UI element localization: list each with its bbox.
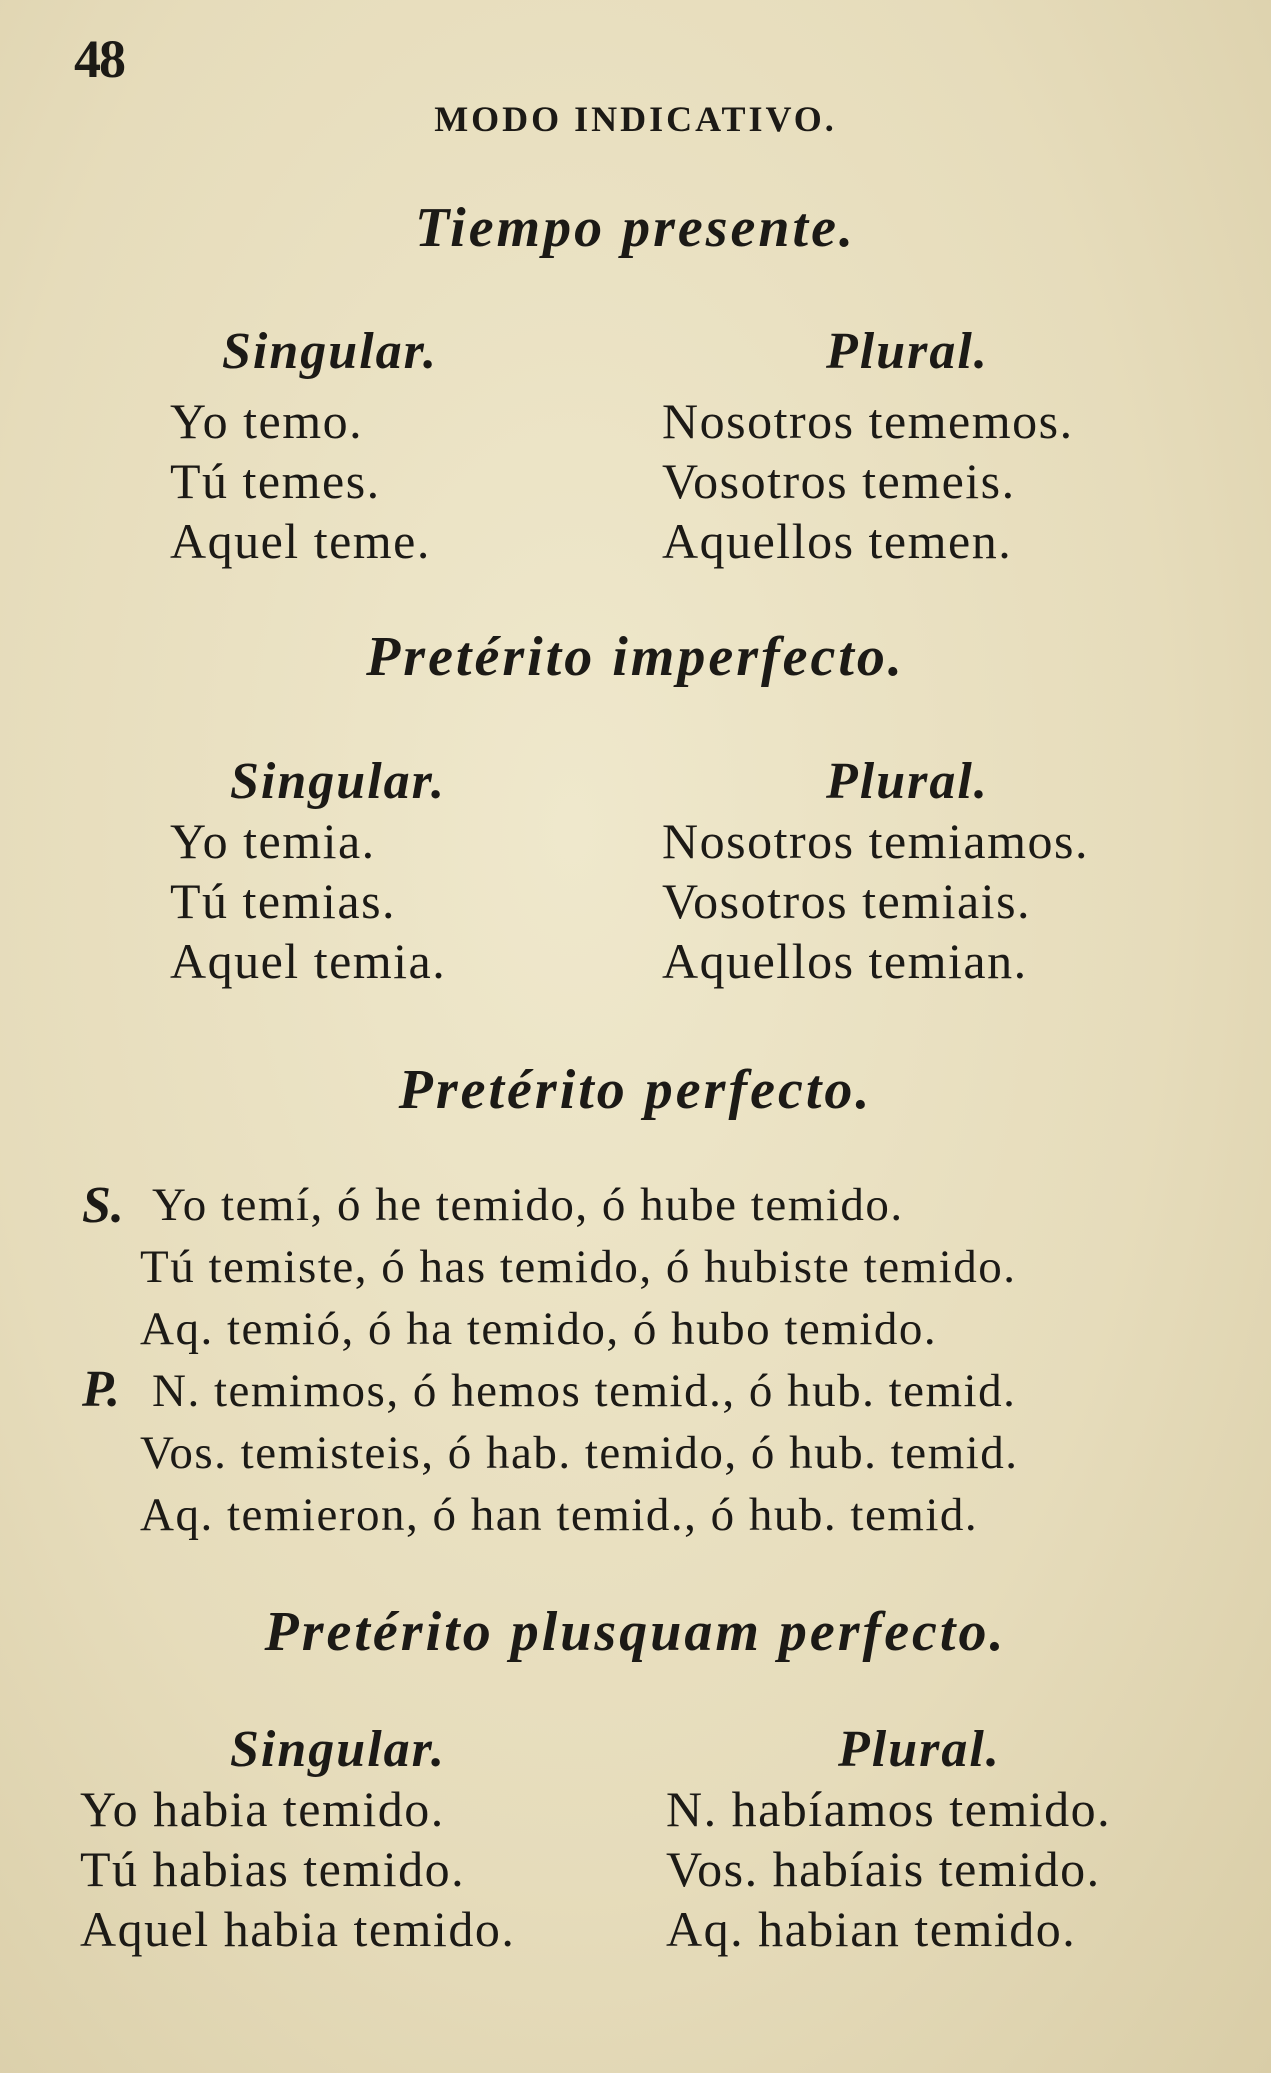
singular-marker: S. xyxy=(82,1177,124,1234)
singular-line: Tú temias. xyxy=(170,873,397,929)
singular-line: Tú temes. xyxy=(170,453,381,509)
singular-label-imperfecto: Singular. xyxy=(230,753,447,810)
perfecto-line: Aq. temieron, ó han temid., ó hub. temid. xyxy=(140,1489,979,1541)
plural-line: Nosotros temiamos. xyxy=(662,813,1089,869)
singular-line: Yo habia temido. xyxy=(80,1781,445,1837)
singular-line: Yo temia. xyxy=(170,813,376,869)
section-title-plusquam: Pretérito plusquam perfecto. xyxy=(264,1601,1007,1663)
section-title-imperfecto: Pretérito imperfecto. xyxy=(366,626,905,688)
singular-label-presente: Singular. xyxy=(222,323,439,380)
plural-line: N. habíamos temido. xyxy=(666,1781,1112,1837)
plural-line: Vosotros temiais. xyxy=(662,873,1032,929)
singular-line: Aquel habia temido. xyxy=(80,1901,516,1957)
plural-label-presente: Plural. xyxy=(826,323,989,380)
page-number: 48 xyxy=(74,29,124,89)
plural-marker: P. xyxy=(82,1361,121,1418)
singular-line: Aquel temia. xyxy=(170,933,447,989)
singular-line: Aquel teme. xyxy=(170,513,431,569)
singular-line: Tú habias temido. xyxy=(80,1841,466,1897)
singular-line: Yo temo. xyxy=(170,393,364,449)
section-title-presente: Tiempo presente. xyxy=(415,197,856,259)
perfecto-line: Aq. temió, ó ha temido, ó hubo temido. xyxy=(140,1303,938,1355)
singular-label-plusquam: Singular. xyxy=(230,1721,447,1778)
plural-line: Vosotros temeis. xyxy=(662,453,1016,509)
section-title-perfecto: Pretérito perfecto. xyxy=(398,1059,873,1121)
plural-line: Aquellos temen. xyxy=(662,513,1013,569)
plural-label-imperfecto: Plural. xyxy=(826,753,989,810)
plural-line: Aq. habian temido. xyxy=(666,1901,1077,1957)
plural-label-plusquam: Plural. xyxy=(838,1721,1001,1778)
perfecto-line: N. temimos, ó hemos temid., ó hub. temid. xyxy=(152,1365,1017,1417)
perfecto-line: Yo temí, ó he temido, ó hube temido. xyxy=(152,1179,904,1231)
plural-line: Aquellos temian. xyxy=(662,933,1028,989)
running-head: MODO INDICATIVO. xyxy=(434,99,837,139)
plural-line: Vos. habíais temido. xyxy=(666,1841,1101,1897)
plural-line: Nosotros tememos. xyxy=(662,393,1074,449)
perfecto-line: Vos. temisteis, ó hab. temido, ó hub. temid. xyxy=(140,1427,1019,1479)
perfecto-line: Tú temiste, ó has temido, ó hubiste temido. xyxy=(140,1241,1017,1293)
